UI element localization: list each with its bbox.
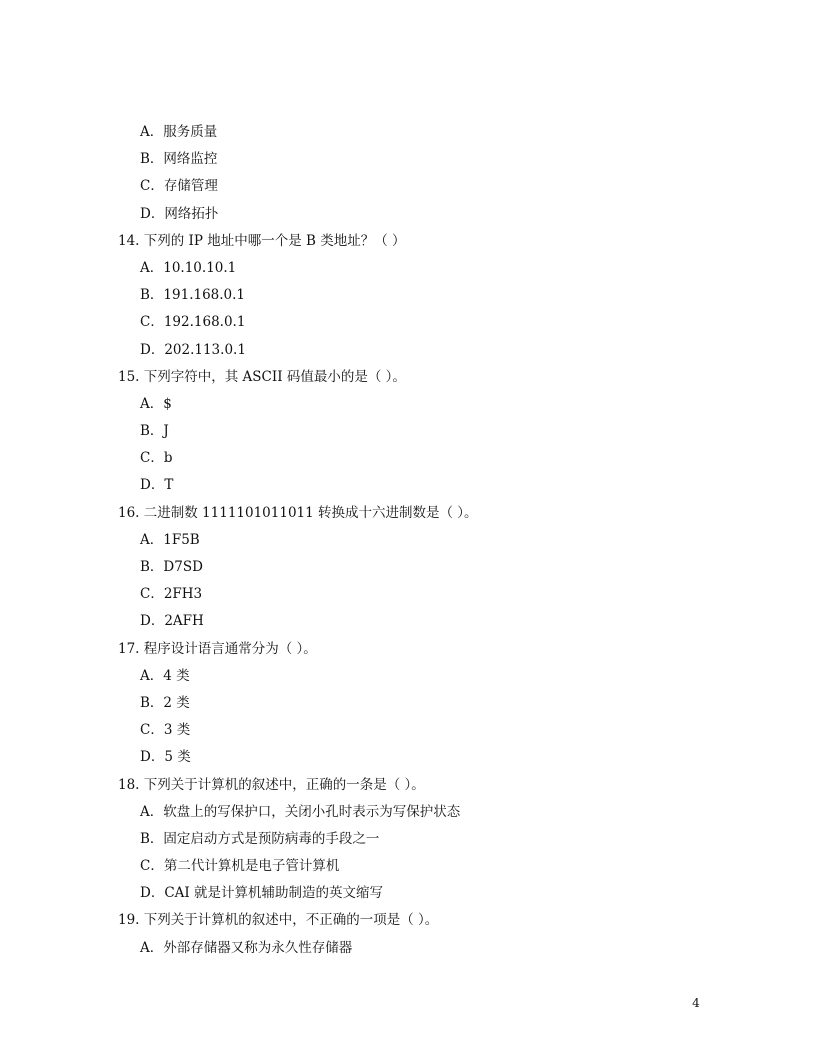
question-17: 17. 程序设计语言通常分为（ ）。 (118, 640, 317, 657)
option-item: D．202.113.0.1 (140, 341, 246, 358)
option-item: A．4 类 (140, 667, 190, 684)
option-item: B．2 类 (140, 694, 190, 711)
option-item: B．J (140, 423, 169, 440)
option-item: C．第二代计算机是电子管计算机 (140, 858, 340, 875)
option-item: D．5 类 (140, 749, 191, 766)
option-item: D．T (140, 477, 174, 494)
question-list (118, 119, 758, 962)
option-item: D．CAI 就是计算机辅助制造的英文缩写 (140, 885, 384, 902)
option-item: A．1F5B (140, 531, 200, 548)
option-item: C．存储管理 (140, 178, 218, 195)
option-item: D．网络拓扑 (140, 205, 219, 222)
option-item: A．$ (140, 395, 172, 412)
option-item: D．2AFH (140, 613, 204, 630)
question-16: 16. 二进制数 1111101011011 转换成十六进制数是（ ）。 (118, 504, 478, 521)
option-item: A．服务质量 (140, 124, 218, 140)
question-14: 14. 下列的 IP 地址中哪一个是 B 类地址？（ ） (118, 232, 406, 249)
option-item: C．3 类 (140, 722, 191, 739)
question-15: 15. 下列字符中，其 ASCII 码值最小的是（ ）。 (118, 368, 406, 385)
option-item: B．固定启动方式是预防病毒的手段之一 (140, 830, 380, 847)
option-item: A．10.10.10.1 (140, 259, 237, 276)
option-item: B．网络监控 (140, 151, 218, 168)
question-18: 18. 下列关于计算机的叙述中，正确的一条是（ ）。 (118, 776, 425, 793)
option-item: C．b (140, 450, 173, 467)
option-item: B．D7SD (140, 559, 203, 575)
option-item: C．2FH3 (140, 586, 203, 603)
option-item: C．192.168.0.1 (140, 314, 246, 331)
option-item: A．外部存储器又称为永久性存储器 (140, 939, 353, 956)
option-item: A．软盘上的写保护口，关闭小孔时表示为写保护状态 (140, 803, 461, 820)
page-number: 4 (692, 996, 700, 1010)
question-19: 19. 下列关于计算机的叙述中，不正确的一项是（ ）。 (118, 912, 439, 929)
option-item: B．191.168.0.1 (140, 287, 246, 304)
